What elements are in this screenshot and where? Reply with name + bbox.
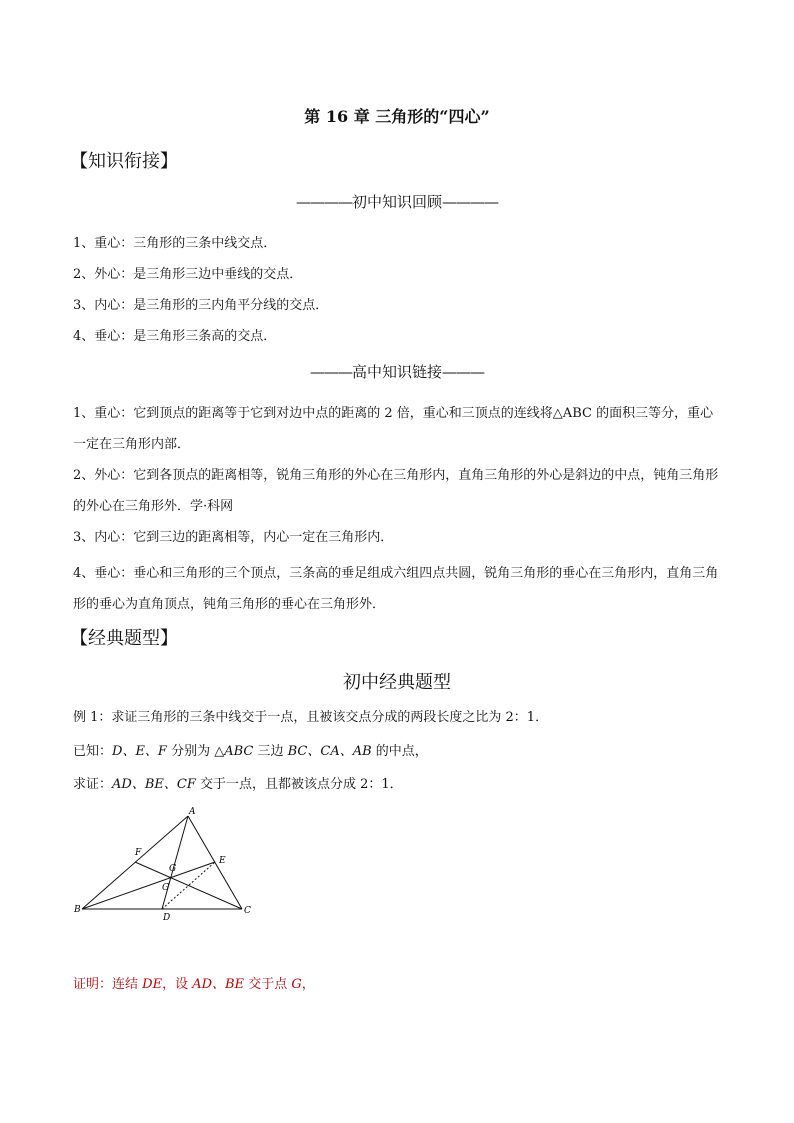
label-c: C [244, 906, 251, 916]
example-given [73, 740, 428, 759]
proof-suffix: ， [301, 977, 315, 992]
given-vars: D、E、F [112, 744, 167, 759]
label-a: A [189, 807, 196, 817]
dash-left: ——— [309, 363, 352, 381]
junior-item-2: 2、外心：是三角形三边中垂线的交点． [73, 267, 303, 282]
dash-right: ——— [442, 363, 484, 381]
proof-de: DE [142, 977, 163, 992]
senior-item-1: 1、重心：它到顶点的距离等于它到对边中点的距离的 2 倍，重心和三顶点的连线将△ABC 的面积三等分，重心一定在三角形内部． [73, 406, 714, 452]
median-ad [162, 816, 188, 909]
senior-link-heading-text: 高中知识链接 [351, 363, 442, 381]
senior-item-2: 2、外心：它到各顶点的距离相等，锐角三角形的外心在三角形内，直角三角形的外心是斜边的中点，钝角三角形的外心在三角形外．学·科网 [73, 468, 719, 514]
page-title: 第 16 章 三角形的“四心” [304, 107, 490, 126]
section-knowledge-heading: 【知识衔接】 [70, 151, 178, 172]
given-tri: △ABC [214, 744, 254, 759]
median-cf [135, 862, 242, 909]
dash-right: ———— [442, 193, 498, 211]
given-sides: BC、CA、AB [287, 744, 372, 759]
section-typical-heading: 【经典题型】 [70, 628, 178, 649]
proof-g: G [291, 977, 302, 992]
label-b: B [74, 905, 81, 915]
example-prove [73, 773, 403, 792]
senior-item-3: 3、内心：它到三边的距离相等，内心一定在三角形内． [73, 530, 394, 545]
given-prefix: 已知： [73, 744, 113, 759]
proof-mid: ，设 [162, 977, 193, 992]
junior-item-1: 1、重心：三角形的三条中线交点． [73, 236, 277, 251]
label-d: D [163, 913, 171, 923]
senior-item-4: 4、垂心：垂心和三角形的三个顶点，三条高的垂足组成六组四点共圆，锐角三角形的垂心在三角形内，直角三角形的垂心为直角顶点，钝角三角形的垂心在三角形外． [73, 566, 719, 612]
label-f: F [135, 848, 142, 858]
proof-prefix: 证明：连结 [73, 977, 143, 992]
example-heading: 初中经典题型 [343, 672, 451, 693]
label-g-upper: G [169, 864, 177, 874]
junior-review-heading [0, 191, 794, 212]
proof-mid2: 交于点 [244, 977, 292, 992]
given-mid1: 分别为 [166, 744, 215, 759]
junior-item-3: 3、内心：是三角形的三内角平分线的交点． [73, 298, 329, 313]
prove-prefix: 求证： [73, 777, 113, 792]
junior-review-heading-text: 初中知识回顾 [351, 193, 442, 211]
senior-link-heading [0, 361, 794, 382]
junior-item-4: 4、垂心：是三角形三条高的交点． [73, 329, 277, 344]
dash-left: ———— [295, 193, 352, 211]
triangle-figure [70, 805, 270, 930]
label-e: E [219, 856, 226, 866]
label-g-lower: G [162, 883, 170, 893]
median-be [82, 862, 215, 909]
given-mid2: 三边 [253, 744, 288, 759]
proof-lines: AD、BE [192, 977, 245, 992]
example-problem: 例 1：求证三角形的三条中线交于一点，且被该交点分成的两段长度之比为 2：1． [73, 710, 549, 725]
proof-line [73, 973, 315, 992]
prove-lines: AD、BE、CF [112, 777, 196, 792]
prove-suffix: 交于一点，且都被该点分成 2：1． [195, 777, 403, 792]
given-suffix: 的中点， [371, 744, 428, 759]
